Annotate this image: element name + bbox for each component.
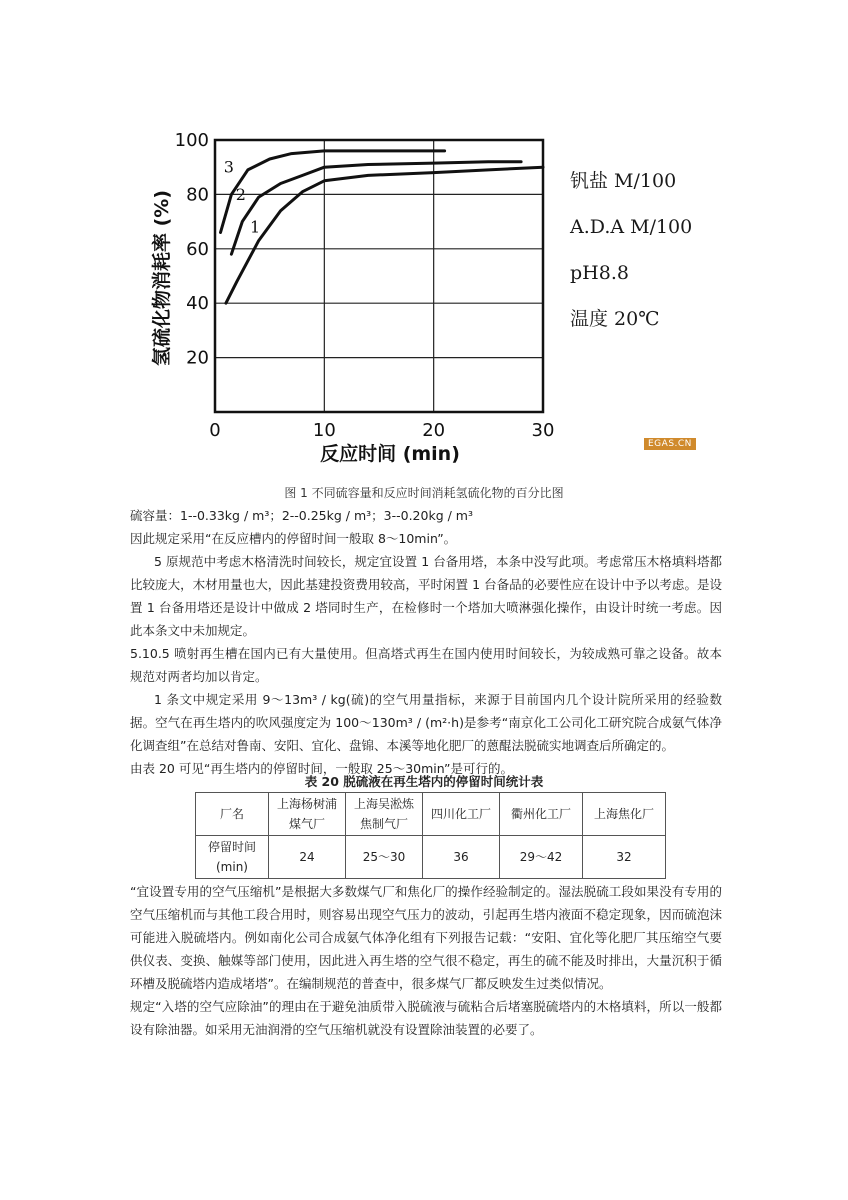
residence-time-table [195,792,666,879]
y-axis-label: 氢硫化物消耗率 (%) [151,189,173,367]
paragraph: 硫容量：1--0.33kg / m³；2--0.25kg / m³；3--0.20kg / m³ [130,508,473,523]
x-tick-label: 20 [422,420,446,441]
table-cell: 25～30 [346,836,423,879]
paragraph: “宜设置专用的空气压缩机”是根据大多数煤气厂和焦化厂的操作经验制定的。湿法脱硫工段如果没有专用的空气压缩机而与其他工段合用时，则容易出现空气压力的波动，引起再生塔内液面不稳定现象，因而硫泡沫可能进入脱硫塔内。例如南化公司合成氨气体净化组有下列报告记载：“安阳、宜化等化肥厂其压缩空气要供仪表、变换、触媒等部门使用，因此进入再生塔的空气很不稳定，再生的硫不能及时排出，大量沉积于循环槽及脱硫塔内造成堵塔”。在编制规范的普查中，很多煤气厂都反映发生过类似情况。 [130,884,722,991]
condition-ph: pH8.8 [570,262,629,284]
header-cell: 厂名 [196,793,269,836]
y-tick-label: 80 [186,184,209,206]
paragraph: 因此规定采用“在反应槽内的停留时间一般取 8～10min”。 [130,531,457,546]
condition-ada: A.D.A M/100 [570,216,693,238]
header-cell: 四川化工厂 [423,793,500,836]
body-text-1 [130,504,722,780]
condition-temperature: 温度 20℃ [570,308,660,330]
paragraph: 由表 20 可见“再生塔内的停留时间，一般取 25～30min”是可行的。 [130,761,513,776]
watermark-logo: EGAS.CN [644,438,696,450]
paragraph: 5 原规范中考虑木格清洗时间较长，规定宜设置 1 台备用塔，本条中没写此项。考虑常压木格填料塔都比较庞大，木材用量也大，因此基建投资费用较高，平时闲置 1 台备品的必要性应在设计中予以考虑。是设置 1 台备用塔还是设计中做成 2 塔同时生产，在检修时一个塔加大喷淋强化操作，由设计时统一考虑。因此本条文中未加规定。 [130,554,722,638]
plot-frame [215,140,543,412]
x-axis-label: 反应时间 (min) [320,443,460,465]
series-label-2: 2 [235,184,246,204]
figure-caption: 图 1 不同硫容量和反应时间消耗氢硫化物的百分比图 [284,486,564,500]
y-tick-label: 20 [186,347,209,369]
y-tick-label: 100 [174,130,209,151]
table-title: 表 20 脱硫液在再生塔内的停留时间统计表 [304,774,544,789]
figure [140,118,740,478]
header-cell: 上海吴淞炼焦制气厂 [346,793,423,836]
y-tick-label: 60 [186,238,209,260]
x-tick-label: 30 [531,420,555,441]
table-cell: 24 [269,836,346,879]
header-cell: 衢州化工厂 [500,793,583,836]
chart-grid [215,140,543,412]
table-row [196,836,666,879]
paragraph: 规定“入塔的空气应除油”的理由在于避免油质带入脱硫液与硫粘合后堵塞脱硫塔内的木格填料，所以一般都设有除油器。如采用无油润滑的空气压缩机就没有设置除油装置的必要了。 [130,999,722,1037]
series-label-3: 3 [223,157,234,177]
header-cell: 上海焦化厂 [583,793,666,836]
x-tick-label: 10 [312,420,336,441]
header-cell: 上海杨树浦煤气厂 [269,793,346,836]
paragraph: 5.10.5 喷射再生槽在国内已有大量使用。但高塔式再生在国内使用时间较长，为较成熟可靠之设备。故本规范对两者均加以肯定。 [130,646,722,684]
table-cell: 32 [583,836,666,879]
table-cell: 29～42 [500,836,583,879]
body-text-2 [130,880,722,1041]
chart-conditions [570,158,692,342]
x-tick-label: 0 [209,420,221,441]
paragraph: 1 条文中规定采用 9～13m³ / kg(硫)的空气用量指标，来源于目前国内几个设计院所采用的经验数据。空气在再生塔内的吹风强度定为 100～130m³ / (m²·h)是参考“南京化工公司化工研究院合成氨气体净化调查组”在总结对鲁南、安阳、宜化、盘锦、本溪等地化肥厂的蒽醌法脱硫实地调查后所确定的。 [130,692,722,753]
series-label-1: 1 [249,217,261,237]
table-header-row [196,793,666,836]
condition-vanadate: 钒盐 M/100 [570,170,677,192]
y-tick-label: 40 [186,293,209,315]
row-label: 停留时间(min) [196,836,269,879]
table-cell: 36 [423,836,500,879]
